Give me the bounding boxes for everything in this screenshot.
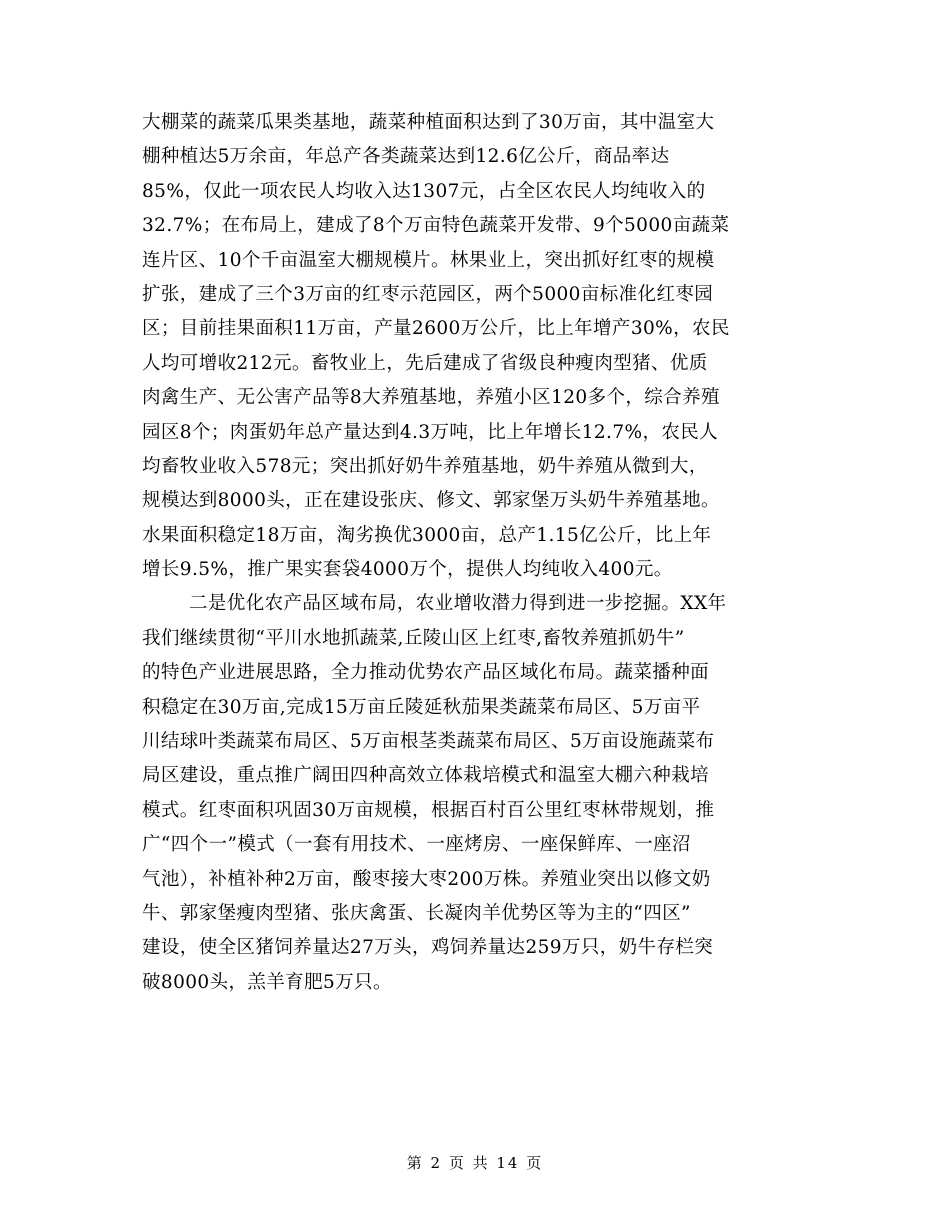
- text-line: 的特色产业进展思路，全力推动优势农产品区域化布局。蔬菜播种面: [142, 662, 710, 684]
- text-line: 扩张，建成了三个3万亩的红枣示范园区，两个5000亩标准化红枣园: [142, 283, 714, 305]
- text-line: 85%，仅此一项农民人均收入达1307元，占全区农民人均纯收入的: [142, 180, 706, 202]
- text-line: 广“四个一”模式（一套有用技术、一座烤房、一座保鲜库、一座沼: [142, 834, 691, 856]
- text-line: 增长9.5%，推广果实套袋4000万个，提供人均纯收入400元。: [142, 559, 673, 581]
- text-line: 川结球叶类蔬菜布局区、5万亩根茎类蔬菜布局区、5万亩设施蔬菜布: [142, 731, 715, 753]
- text-line: 局区建设，重点推广阔田四种高效立体栽培模式和温室大棚六种栽培: [142, 765, 710, 787]
- text-line: 棚种植达5万余亩，年总产各类蔬菜达到12.6亿公斤，商品率达: [142, 146, 670, 168]
- text-line: 模式。红枣面积巩固30万亩规模，根据百村百公里红枣林带规划，推: [142, 799, 715, 821]
- text-line: 区；目前挂果面积11万亩，产量2600万公斤，比上年增产30%，农民: [142, 318, 730, 340]
- text-line: 园区8个；肉蛋奶年总产量达到4.3万吨，比上年增长12.7%，农民人: [142, 421, 719, 443]
- text-line: 建设，使全区猪饲养量达27万头，鸡饲养量达259万只，奶牛存栏突: [142, 937, 714, 959]
- page-footer: 第 2 页 共 14 页: [406, 1154, 544, 1172]
- text-line: 破8000头，羔羊育肥5万只。: [142, 971, 392, 993]
- text-line: 规模达到8000头，正在建设张庆、修文、郭家堡万头奶牛养殖基地。: [142, 490, 720, 512]
- text-line: 我们继续贯彻“平川水地抓蔬菜,丘陵山区上红枣,畜牧养殖抓奶牛”: [142, 627, 685, 649]
- paragraph-first-line: 二是优化农产品区域布局，农业增收潜力得到进一步挖掘。XX年: [189, 593, 727, 615]
- text-line: 大棚菜的蔬菜瓜果类基地，蔬菜种植面积达到了30万亩，其中温室大: [142, 112, 715, 133]
- text-line: 人均可增收212元。畜牧业上，先后建成了省级良种瘦肉型猪、优质: [142, 352, 708, 374]
- text-line: 牛、郭家堡瘦肉型猪、张庆禽蛋、长凝肉羊优势区等为主的“四区”: [142, 902, 691, 924]
- text-line: 均畜牧业收入578元；突出抓好奶牛养殖基地，奶牛养殖从微到大，: [142, 455, 708, 477]
- text-line: 肉禽生产、无公害产品等8大养殖基地，养殖小区120多个，综合养殖: [142, 387, 720, 409]
- text-line: 积稳定在30万亩,完成15万亩丘陵延秋茄果类蔬菜布局区、5万亩平: [142, 696, 701, 718]
- body-text: [142, 106, 822, 1000]
- text-line: 32.7%；在布局上，建成了8个万亩特色蔬菜开发带、9个5000亩蔬菜: [142, 215, 730, 237]
- text-line: 连片区、10个千亩温室大棚规模片。林果业上，突出抓好红枣的规模: [142, 249, 715, 271]
- text-line: 气池），补植补种2万亩，酸枣接大枣200万株。养殖业突出以修文奶: [142, 868, 711, 890]
- text-line: 水果面积稳定18万亩，淘劣换优3000亩，总产1.15亿公斤，比上年: [142, 524, 712, 546]
